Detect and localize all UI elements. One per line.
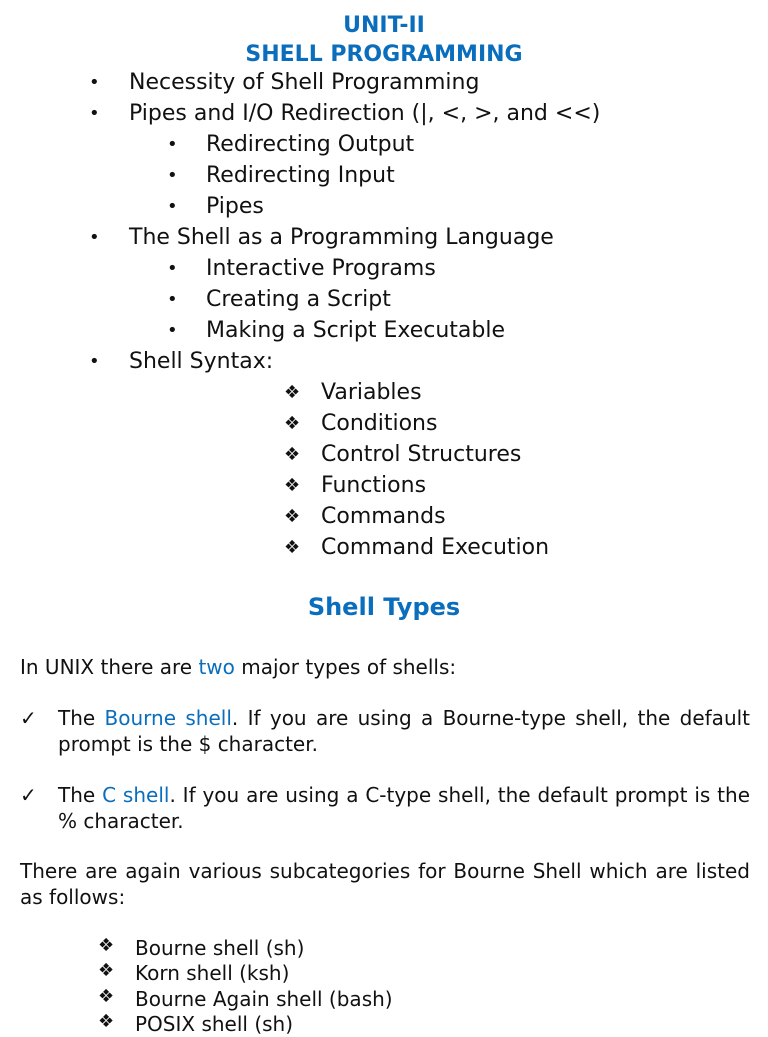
bullet-icon: • — [89, 351, 100, 372]
diamond-bullet-icon: ❖ — [284, 413, 301, 434]
outline-subitem: Interactive Programs — [206, 256, 436, 281]
bourne-shell-highlight: Bourne shell — [104, 706, 232, 730]
diamond-bullet-icon: ❖ — [284, 382, 301, 403]
bullet-icon: • — [167, 134, 178, 155]
outline-subitem: Variables — [321, 380, 422, 405]
diamond-bullet-icon: ❖ — [98, 960, 115, 981]
outline-item: Necessity of Shell Programming — [129, 70, 480, 95]
diamond-bullet-icon: ❖ — [98, 986, 115, 1007]
bullet-icon: • — [89, 72, 100, 93]
intro-text: major types of shells: — [234, 655, 457, 679]
outline-subitem: Creating a Script — [206, 287, 391, 312]
outline-subitem: Commands — [321, 504, 446, 529]
checkmark-icon: ✓ — [20, 783, 37, 807]
shell-subcategory: Korn shell (ksh) — [135, 961, 290, 985]
item-text: . If you are using a Bourne-type shell, the default prompt is the $ character. — [58, 706, 751, 756]
intro-highlight: two — [198, 655, 235, 679]
intro-text: In UNIX there are — [20, 655, 199, 679]
outline-subitem: Redirecting Input — [206, 163, 395, 188]
bullet-icon: • — [167, 289, 178, 310]
c-shell-item — [58, 782, 750, 834]
diamond-bullet-icon: ❖ — [98, 935, 115, 956]
diamond-bullet-icon: ❖ — [284, 506, 301, 527]
shell-subcategory: Bourne shell (sh) — [135, 936, 305, 960]
c-shell-highlight: C shell — [102, 783, 170, 807]
outline-subitem: Making a Script Executable — [206, 318, 506, 343]
outline-item: Shell Syntax: — [129, 349, 274, 374]
bullet-icon: • — [89, 103, 100, 124]
item-text: The — [58, 783, 103, 807]
outline-item: Pipes and I/O Redirection (|, <, >, and <<) — [129, 101, 601, 126]
section-heading: Shell Types — [307, 593, 461, 621]
item-text: . If you are using a C-type shell, the default prompt is the % character. — [58, 783, 750, 833]
outline-subitem: Command Execution — [321, 535, 550, 560]
outline-subitem: Pipes — [206, 194, 264, 219]
diamond-bullet-icon: ❖ — [284, 475, 301, 496]
diamond-bullet-icon: ❖ — [284, 444, 301, 465]
diamond-bullet-icon: ❖ — [98, 1011, 115, 1032]
chapter-title: SHELL PROGRAMMING — [245, 42, 523, 67]
bullet-icon: • — [167, 196, 178, 217]
bourne-shell-item — [58, 705, 750, 757]
bullet-icon: • — [167, 165, 178, 186]
shell-subcategory: Bourne Again shell (bash) — [135, 987, 393, 1011]
shell-subcategory: POSIX shell (sh) — [135, 1012, 294, 1036]
unit-title: UNIT-II — [343, 13, 425, 38]
bullet-icon: • — [167, 258, 178, 279]
subcategories-paragraph: There are again various subcategories for Bourne Shell which are listed as follows: — [20, 859, 750, 909]
item-text: The — [58, 706, 105, 730]
outline-subitem: Functions — [321, 473, 427, 498]
bullet-icon: • — [89, 227, 100, 248]
outline-item: The Shell as a Programming Language — [129, 225, 554, 250]
outline-subitem: Control Structures — [321, 442, 522, 467]
intro-paragraph — [20, 654, 750, 680]
outline-subitem: Redirecting Output — [206, 132, 415, 157]
checkmark-icon: ✓ — [20, 706, 37, 730]
diamond-bullet-icon: ❖ — [284, 537, 301, 558]
bullet-icon: • — [167, 320, 178, 341]
outline-subitem: Conditions — [321, 411, 438, 436]
